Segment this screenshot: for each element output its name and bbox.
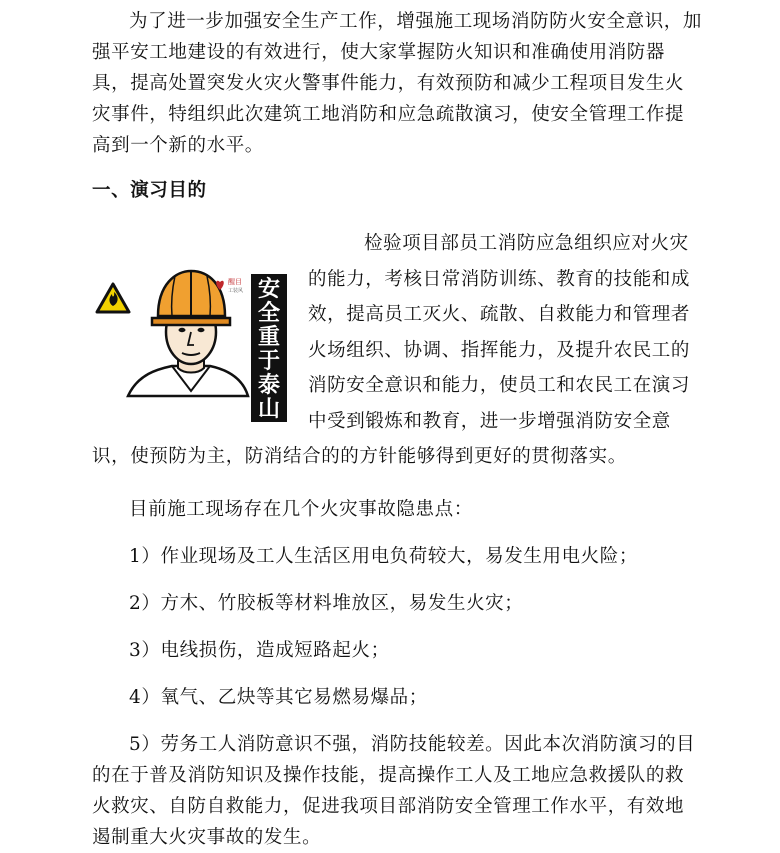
hazard-item-1: 1）作业现场及工人生活区用电负荷较大，易发生用电火险； bbox=[129, 545, 638, 567]
slogan-banner bbox=[251, 274, 287, 422]
flammable-warning-icon bbox=[97, 284, 129, 312]
hazard-item-2: 2）方木、竹胶板等材料堆放区，易发生火灾； bbox=[129, 592, 524, 614]
hazard-item-4: 4）氧气、乙炔等其它易燃易爆品； bbox=[129, 686, 428, 708]
hazard-intro: 目前施工现场存在几个火灾事故隐患点： bbox=[129, 498, 473, 520]
hazard-list bbox=[92, 494, 702, 853]
brand-small-text: 醒目 bbox=[228, 278, 242, 286]
slogan-text: 安全重于泰山 bbox=[257, 277, 281, 422]
hazard-item-5: 5）劳务工人消防意识不强，消防技能较差。因此本次消防演习的目的在于普及消防知识及操作技能，提高操作工人及工地应急救援队的救火救灾、自防自救能力，促进我项目部消防安全管理工作水平，有效地遏制重大火灾事故的发生。 bbox=[92, 733, 696, 848]
intro-paragraph: 为了进一步加强安全生产工作，增强施工现场消防防火安全意识，加强平安工地建设的有效进行，使大家掌握防火知识和准确使用消防器具，提高处置突发火灾火警事件能力，有效预防和减少工程项目发生火灾事件，特组织此次建筑工地消防和应急疏散演习，使安全管理工作提高到一个新的水平。 bbox=[92, 11, 703, 156]
document-page bbox=[92, 6, 702, 853]
safety-poster-image bbox=[92, 246, 292, 424]
section-heading-purpose: 一、演习目的 bbox=[92, 180, 207, 201]
brand-tiny-text: 工装风 bbox=[228, 288, 244, 294]
hazard-item-3: 3）电线损伤，造成短路起火； bbox=[129, 639, 390, 661]
purpose-text: 检验项目部员工消防应急组织应对火灾的能力，考核日常消防训练、教育的技能和成效，提高员工灭火、疏散、自救能力和管理者火场组织、协调、指挥能力，及提升农民工的消防安全意识和能力，使员工和农民工在演习中受到锻炼和教育，进一步增强消防安全意识，使预防为主，防消结合的的方针能够得到更好的贯彻落实。 bbox=[92, 233, 691, 467]
